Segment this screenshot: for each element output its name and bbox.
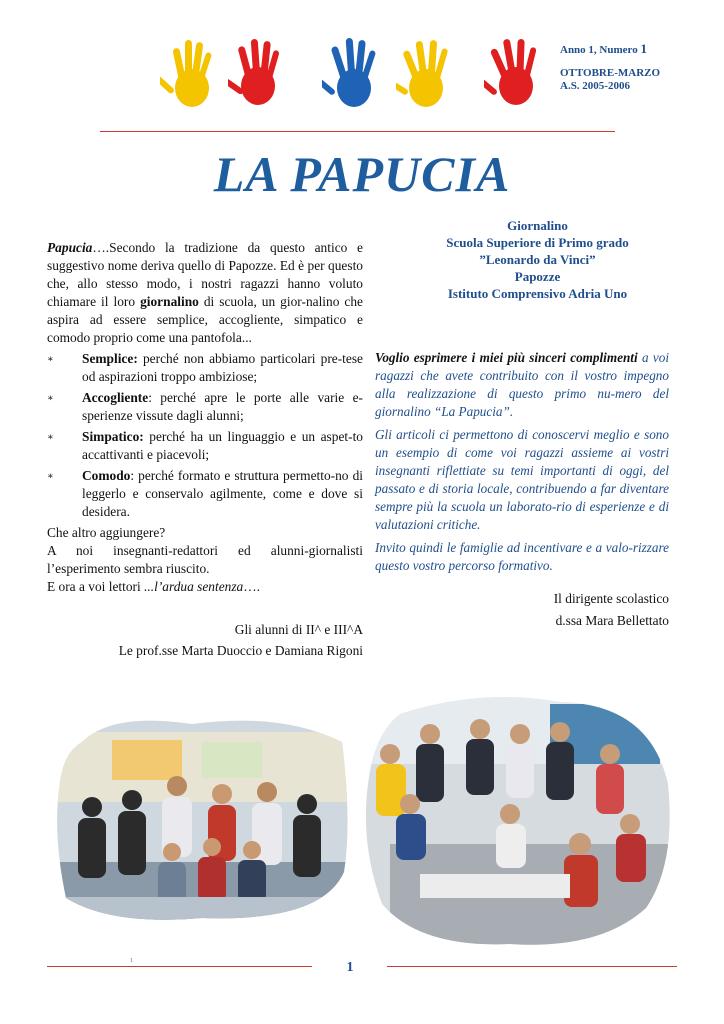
footer-divider-left [47,966,312,967]
intro-text-2: di scuola, un gior-nalino che aspira ad essere semplice, accogliente, simpatico e comodo proprio come una pantofola... [47,294,363,345]
list-text: perché non abbiamo particolari pre-tese od aspirazioni troppo ambiziose; [82,351,363,384]
issue-line [560,42,710,57]
intro-keyword: Papucia [47,240,93,255]
right-article [375,349,669,580]
red-hand-icon [228,36,288,114]
list-text: : perché formato e struttura permetto-no di leggerlo e conservalo agilmente, come e dove si desidera. [82,468,363,519]
hand-shape [228,39,280,105]
yellow-hand-icon [396,36,456,114]
signature-line: Le prof.sse Marta Duoccio e Damiana Rigoni [118,643,363,658]
hand-shape [160,40,212,107]
closing-quote: ...l’ardua sentenza [144,579,244,594]
intro-text: ….Secondo la tradizione da questo antico e suggestivo nome deriva quello di Papozze. Ed è per questo che, allo stesso modo, i nostri ragazzi hanno voluto chiamare il loro [47,240,363,309]
praise-lead: Voglio esprimere i miei più sinceri complimenti [375,350,638,365]
closing-line: Che altro aggiungere? [47,525,166,540]
signature-line: Il dirigente scolastico [553,591,669,606]
bullet-star-icon: ∗ [47,432,54,443]
issue-number: 1 [640,41,647,56]
closing-ellipsis: …. [243,579,260,594]
signature-line: Gli alunni di II^ e III^A [234,622,363,637]
heading-line: Istituto Comprensivo Adria Uno [447,286,628,301]
list-item [47,350,363,386]
newspaper-info [395,217,680,302]
closing-line: A noi insegnanti-redattori ed alunni-giornalisti l’esperimento sembra riuscito. [47,543,363,576]
issue-info [560,42,710,93]
list-item [47,389,363,425]
bullet-star-icon: ∗ [47,354,54,365]
praise-text: a voi ragazzi che avete contribuito con il vostro impegno alla realizzazione di questo primo nu-mero del giornalino “La Papucia”. [375,350,669,419]
bullet-star-icon: ∗ [47,471,54,482]
page-marker: 1 [130,958,133,964]
invite-paragraph: Invito quindi le famiglie ad incentivare e a valo-rizzare questo vostro percorso formativo. [375,540,669,573]
red-hand-icon [484,36,544,114]
list-term: Simpatico: [82,429,144,444]
yellow-hand-icon [160,36,220,114]
articles-paragraph: Gli articoli ci permettono di conoscervi meglio e sono un esempio di come voi ragazzi assieme ai vostri insegnanti riflettiate su temi importanti di oggi, del passato e di storia locale, contribuendo a far diventare sempre più la scuola un laborato-rio di esperienze e di valutazioni critiche. [375,427,669,532]
hand-shape [484,39,537,105]
list-term: Comodo [82,468,131,483]
intro-paragraph [47,239,363,347]
list-item [47,428,363,464]
signature-line: d.ssa Mara Bellettato [555,613,669,628]
heading-line: Papozze [514,269,561,284]
list-term: Accogliente [82,390,149,405]
qualities-list [47,350,363,521]
left-signature [47,619,363,661]
list-term: Semplice: [82,351,138,366]
list-text: : perché apre le porte alle varie e-sperienze vissute dagli alunni; [82,390,363,423]
class-photo-right [360,694,674,950]
closing-line [47,578,363,596]
header-divider [100,131,615,132]
hand-shape [396,40,448,107]
list-item [47,467,363,521]
bullet-star-icon: ∗ [47,393,54,404]
closing-text: E ora a voi lettori [47,579,145,594]
issue-label: Anno 1, Numero [560,44,641,56]
right-signature [455,588,669,632]
class-photo-left [52,712,352,930]
masthead-title: LA PAPUCIA [213,146,511,202]
period: OTTOBRE-MARZO [560,67,661,79]
heading-line: Giornalino [507,218,568,233]
page-number: 1 [346,960,354,975]
heading-line: Scuola Superiore di Primo grado [446,235,629,250]
intro-keyword-2: giornalino [140,294,199,309]
footer-divider-right [387,966,677,967]
left-article [47,239,363,596]
hand-shape [322,38,376,107]
heading-line: ”Leonardo da Vinci” [479,252,596,267]
school-year: A.S. 2005-2006 [560,80,630,92]
list-text: perché ha un linguaggio e un aspet-to accattivanti e piacevoli; [82,429,363,462]
blue-hand-icon [322,36,382,114]
praise-paragraph [375,349,669,421]
